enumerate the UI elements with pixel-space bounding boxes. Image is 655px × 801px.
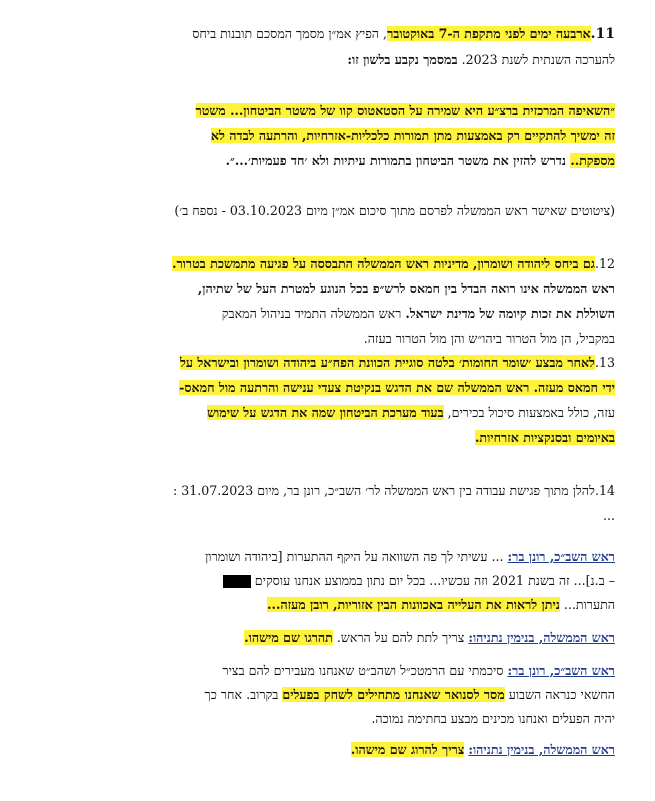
para12-line2: ראש הממשלה אינו רואה הבדל בין חמאס לרש״פ בכל הנוגע למטרת העל של שתיהן,	[197, 281, 615, 296]
para14-line1: 14.להלן מתוך פגישת עבודה בין ראש הממשלה לר׳ השב״כ, רונן בר, מיום 31.07.2023 :	[172, 483, 615, 498]
speaker-bar: ראש השב״כ, רונן בר:	[507, 549, 615, 564]
dialogue-bar2-line3: יהיה הפעלים ואנחנו מכינים מבצע בחתימה נמוכה.	[371, 711, 615, 726]
quote-line2: זה ימשיך להתקיים רק באמצעות מתן תמורות כלכליות-אזרחיות, והרתעה לבדה לא	[210, 128, 615, 143]
para11-line1	[40, 24, 615, 44]
para13-line4: באיומים ובסנקציות אזרחיות.	[475, 430, 615, 445]
dialogue-bar2-line1: ראש השב״כ, רונן בר: סיכמתי עם הרמטכ״ל ושהב״ט שאנחנו מעבירים להם בציר	[222, 663, 615, 678]
dialogue-pm2: ראש הממשלה, בנימין נתניהו: צריך להרוג שם מישהו.	[350, 742, 615, 757]
speaker-pm: ראש הממשלה, בנימין נתניהו:	[468, 742, 615, 757]
para12-line4: במקביל, הן מול הטרור ביהו״ש והן מול הטרור בעזה.	[363, 331, 615, 346]
para11-line2: להערכה השנתית לשנת 2023. במסמך נקבע בלשון זו:	[347, 52, 615, 67]
quote-line3: מספקת.. נדרש להזין את משטר הביטחון בתמורות עיתיות ולא ׳חד פעמיות׳...״.	[225, 153, 615, 168]
para13-line3: עזה, כולל באמצעות סיכול בכירים, בעוד מערכת הביטחון שמה את הדגש על שימוש	[207, 405, 615, 420]
para11-number: 11.	[590, 26, 615, 42]
quote-line1: ״השאיפה המרכזית ברצ״ע היא שמירה על הסטאטוס קוו של משטר הביטחון... משטר	[195, 103, 615, 118]
para13-line1: 13.לאחר מבצע ׳שומר החומות׳ בלטה סוגיית הכוונת הפח״ע ביהודה ושומרון ובישראל על	[179, 355, 615, 370]
para11-lead: ארבעה ימים לפני מתקפת ה-7 באוקטובר	[387, 26, 591, 41]
citation: (ציטוטים שאישר ראש הממשלה לפרסם מתוך סיכום אמ״ן מיום 03.10.2023 - נספח ב׳)	[174, 203, 615, 218]
para14-number: 14.	[594, 483, 615, 498]
para11-lead-rest: , הפיץ אמ״ן מסמך המסכם תובנות ביחס	[192, 26, 388, 41]
para14-ellipsis: ...	[602, 508, 615, 523]
dialogue-bar1-line1: ראש השב״כ, רונן בר: ... עשיתי לך פה השוואה על היקף ההתערות [ביהודה ושומרון	[205, 549, 615, 564]
redaction-block	[223, 575, 251, 588]
dialogue-bar1-line3: התערות... ניתן לראות את העלייה באכוונות הבין אזוריות, רובן מעזה...	[267, 597, 615, 612]
para12-line1: 12.גם ביחס ליהודה ושומרון, מדיניות ראש הממשלה התבססה על פגיעה מתמשכת בטרור.	[172, 256, 615, 271]
dialogue-bar1-line2: – ב.נ]... זה בשנת 2021 וזה עכשיו... בכל יום נתון בממוצע אנחנו עוסקים	[40, 571, 615, 590]
dialogue-pm1: ראש הממשלה, בנימין נתניהו: צריך לתת להם על הראש. תהרגו שם מישהו.	[244, 630, 615, 645]
dialogue-bar2-line2: החשאי כנראה השבוע מסר לסנואר שאנחנו מתחילים לשחק בפעלים בקרוב. אחר כך	[204, 687, 615, 702]
para12-number: 12.	[594, 256, 615, 271]
para12-line3: השוללת את זכות קיומה של מדינת ישראל. ראש הממשלה התמיד בניהול המאבק	[221, 306, 615, 321]
para13-number: 13.	[594, 355, 615, 370]
speaker-pm: ראש הממשלה, בנימין נתניהו:	[468, 630, 615, 645]
speaker-bar: ראש השב״כ, רונן בר:	[507, 663, 615, 678]
para13-line2: ידי חמאס מעזה. ראש הממשלה שם את הדגש בנקיטת צעדי ענישה והרתעה מול חמאס-	[179, 380, 615, 395]
